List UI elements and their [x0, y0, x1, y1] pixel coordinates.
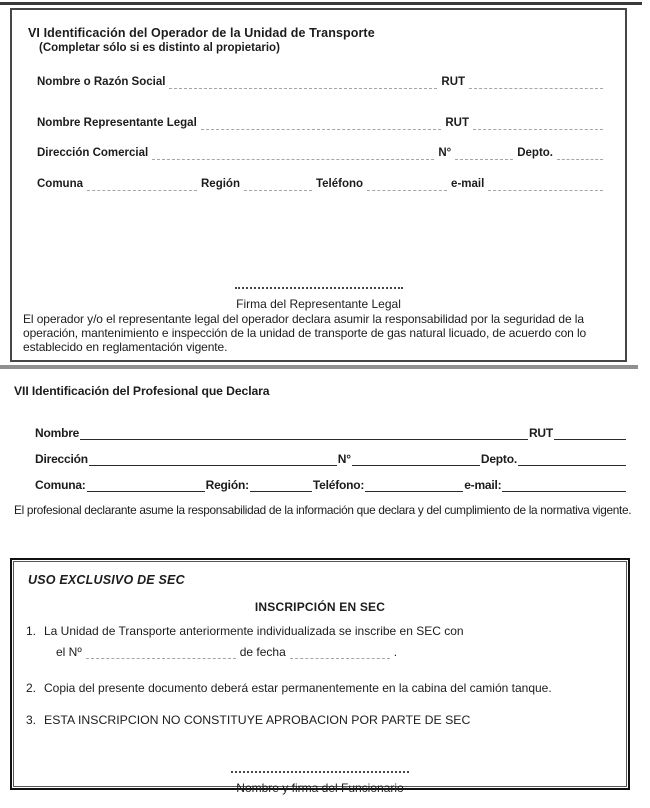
sec-exclusive-box-inner-border — [13, 561, 627, 795]
rut-fill-line[interactable] — [473, 129, 603, 130]
operator-section-box — [10, 8, 627, 362]
phone-label: Teléfono — [315, 178, 364, 190]
sec-item-1-line2 — [56, 642, 476, 659]
region-label: Región: — [205, 478, 249, 492]
rut-label: RUT — [528, 426, 553, 440]
operator-section-subtitle: (Completar sólo si es distinto al propietario) — [39, 42, 280, 54]
rut-fill-line[interactable] — [554, 439, 626, 440]
sec-item-3 — [26, 713, 612, 727]
name-fill-line[interactable] — [80, 439, 528, 440]
commercial-address-label: Dirección Comercial — [37, 147, 149, 159]
official-signature-block — [14, 760, 626, 795]
operator-section-title: VI Identificación del Operador de la Unidad de Transporte — [28, 26, 375, 40]
department-fill-line[interactable] — [557, 159, 603, 160]
comuna-label: Comuna: — [35, 478, 86, 492]
registration-number-fill-line[interactable] — [86, 658, 236, 659]
registration-number-label: el Nº — [56, 645, 82, 659]
street-number-fill-line[interactable] — [352, 465, 480, 466]
field-row-contact — [37, 174, 607, 191]
name-label: Nombre — [35, 426, 80, 440]
professional-section-title: VII Identificación del Profesional que Declara — [14, 384, 270, 398]
region-fill-line[interactable] — [244, 190, 312, 191]
field-row-professional-contact — [35, 476, 627, 492]
official-signature-line[interactable] — [231, 769, 409, 773]
field-row-name-rut — [37, 72, 607, 89]
name-or-company-fill-line[interactable] — [169, 88, 437, 89]
sec-item-2 — [26, 681, 612, 695]
street-number-label: N° — [337, 452, 351, 466]
region-fill-line[interactable] — [250, 491, 312, 492]
sec-item-3-number: 3. — [26, 713, 37, 727]
official-signature-caption: Nombre y firma del Funcionario — [236, 781, 404, 795]
legal-rep-signature-line[interactable] — [235, 285, 403, 289]
professional-declaration-text: El profesional declarante asume la responsabilidad de la información que declara y del cumplimiento de la normativa vigente. — [14, 503, 632, 517]
commercial-address-fill-line[interactable] — [152, 159, 434, 160]
sec-item-1 — [26, 624, 612, 638]
sec-exclusive-header: USO EXCLUSIVO DE SEC — [28, 573, 185, 587]
registration-date-label: de fecha — [239, 645, 286, 659]
department-label: Depto. — [517, 147, 553, 159]
email-label: e-mail — [451, 178, 485, 190]
sec-item-2-text: Copia del presente documento deberá estar permanentemente en la cabina del camión tanque. — [44, 681, 552, 695]
street-number-fill-line[interactable] — [455, 159, 513, 160]
comuna-fill-line[interactable] — [87, 491, 205, 492]
comuna-label: Comuna — [37, 178, 83, 190]
rut-fill-line[interactable] — [469, 88, 603, 89]
department-label: Depto. — [480, 452, 517, 466]
rut-label: RUT — [445, 117, 469, 129]
region-label: Región — [201, 178, 240, 190]
sec-inscription-title: INSCRIPCIÓN EN SEC — [254, 600, 386, 614]
address-fill-line[interactable] — [89, 465, 337, 466]
field-row-professional-name — [35, 424, 627, 440]
phone-label: Teléfono: — [312, 478, 365, 492]
rut-label: RUT — [441, 76, 466, 88]
sec-item-2-number: 2. — [26, 681, 37, 695]
legal-rep-signature-block — [12, 276, 625, 311]
street-number-label: N° — [438, 147, 452, 159]
operator-declaration-text: El operador y/o el representante legal del operador declara asumir la responsabilidad por la seguridad de la operación, mantenimiento e inspección de la unidad de transporte de gas natural licuado, de acuerdo con lo establecido en reglamentación vigente. — [23, 312, 587, 354]
field-row-representative — [37, 113, 607, 130]
sec-item-3-text: ESTA INSCRIPCION NO CONSTITUYE APROBACION POR PARTE DE SEC — [44, 713, 471, 727]
sec-exclusive-box — [10, 558, 630, 795]
address-label: Dirección — [35, 452, 88, 466]
comuna-fill-line[interactable] — [87, 190, 197, 191]
legal-representative-fill-line[interactable] — [201, 129, 442, 130]
department-fill-line[interactable] — [518, 465, 626, 466]
phone-fill-line[interactable] — [367, 190, 447, 191]
registration-date-fill-line[interactable] — [290, 658, 390, 659]
field-row-address — [37, 143, 607, 160]
page-top-rule — [0, 2, 642, 5]
legal-representative-label: Nombre Representante Legal — [37, 117, 197, 129]
legal-rep-signature-caption: Firma del Representante Legal — [236, 297, 401, 311]
sec-item-1-text: La Unidad de Transporte anteriormente individualizada se inscribe en SEC con — [44, 624, 464, 638]
phone-fill-line[interactable] — [365, 491, 463, 492]
email-fill-line[interactable] — [502, 491, 626, 492]
field-row-professional-address — [35, 450, 627, 466]
name-or-company-label: Nombre o Razón Social — [37, 76, 166, 88]
email-label: e-mail: — [464, 478, 502, 492]
sentence-period: . — [393, 645, 398, 659]
section-divider-rule — [0, 365, 638, 369]
sec-item-1-number: 1. — [26, 624, 37, 638]
email-fill-line[interactable] — [488, 190, 603, 191]
